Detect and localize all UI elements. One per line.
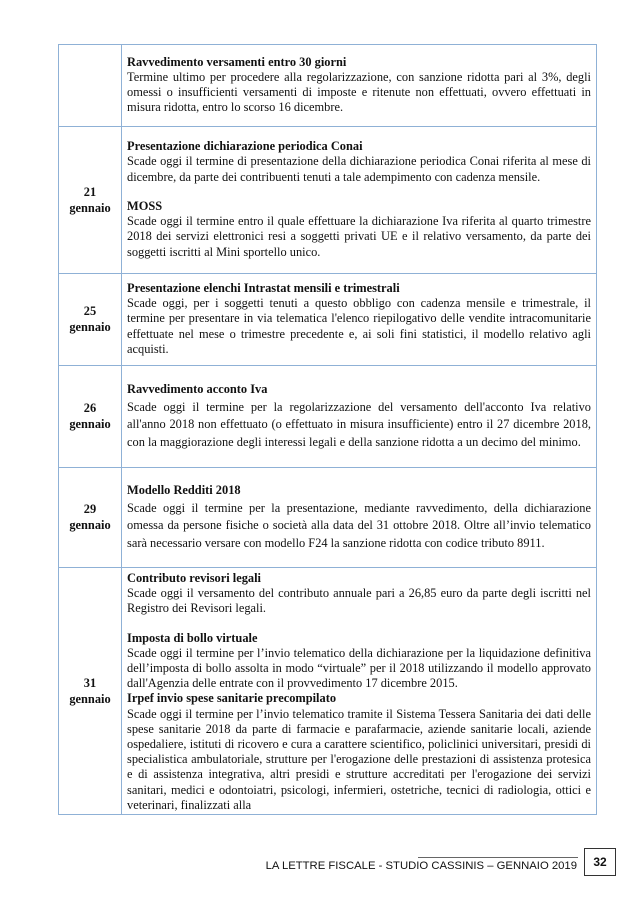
content-cell — [122, 127, 597, 274]
date-cell — [59, 127, 122, 274]
deadline-row — [59, 127, 597, 274]
item-body: Scade oggi il termine entro il quale effettuare la dichiarazione Iva riferita al quarto trimestre 2018 dei servizi elettronici resi a soggetti privati UE e il relativo versamento, da parte dei soggetti iscritti al Mini sportello unico. — [127, 214, 591, 259]
item-title: Presentazione dichiarazione periodica Conai — [127, 139, 363, 154]
item-title: Irpef invio spese sanitarie precompilato — [127, 691, 337, 706]
page-number: 32 — [584, 848, 616, 876]
item-title: Presentazione elenchi Intrastat mensili e trimestrali — [127, 280, 400, 295]
deadlines-table — [58, 44, 597, 815]
item-body: Scade oggi il termine per l’invio telematico tramite il Sistema Tessera Sanitaria dei dati delle spese sanitarie 2018 da parte di farmacie e parafarmacie, aziende sanitarie locali, aziende ospedaliere, istituti di ricovero e cura a carattere scientifico, policlinici universitari, presidi di specialistica ambulatoriale, strutture per l'erogazione delle prestazioni di assistenza protesica e di assistenza integrativa, altri presidi e strutture accreditati per l'erogazione dei servizi sanitari, medici e odontoiatri, psicologi, infermieri, ostetriche, tecnici di radiologia, ottici e veterinari, finalizzati alla — [127, 706, 591, 812]
date-month: gennaio — [69, 320, 111, 334]
item-title: MOSS — [127, 198, 163, 213]
deadline-row — [59, 468, 597, 568]
date-day: 31 — [83, 675, 97, 690]
date-month: gennaio — [69, 417, 111, 431]
item-body: Scade oggi il termine per la regolarizzazione del versamento dell'acconto Iva relativo all'anno 2018 non effettuato (o effettuato in misura insufficiente) entro il 27 dicembre 2018, con la maggiorazione degli interessi legali e della sanzione ridotta a un decimo del minimo. — [127, 399, 591, 449]
item-title: Imposta di bollo virtuale — [127, 630, 258, 645]
deadline-row — [59, 45, 597, 127]
item-body: Scade oggi il termine per l’invio telematico della dichiarazione per la liquidazione definitiva dell’imposta di bollo assolta in modo “virtuale” per il 2018 utilizzando il modello approvato dall'Agenzia delle entrate con il provvedimento 17 dicembre 2015. — [127, 645, 591, 691]
date-cell — [59, 468, 122, 568]
deadline-row — [59, 568, 597, 815]
date-cell — [59, 45, 122, 127]
date-cell — [59, 366, 122, 468]
date-day: 21 — [83, 184, 97, 199]
item-body: Scade oggi il versamento del contributo annuale pari a 26,85 euro da parte degli iscritti nel Registro dei Revisori legali. — [127, 586, 591, 616]
deadline-row — [59, 366, 597, 468]
date-month: gennaio — [69, 518, 111, 532]
date-month: gennaio — [69, 691, 111, 706]
date-day: 29 — [83, 502, 97, 516]
item-spacer — [127, 185, 591, 199]
page-footer — [0, 848, 639, 878]
date-day: 26 — [83, 401, 97, 415]
footer-text: LA LETTRE FISCALE - STUDIO CASSINIS – GENNAIO 2019 — [265, 860, 577, 872]
deadline-row — [59, 274, 597, 366]
date-month: gennaio — [69, 200, 111, 215]
content-cell — [122, 45, 597, 127]
content-cell — [122, 366, 597, 468]
item-body: Scade oggi il termine per la presentazione, mediante ravvedimento, della dichiarazione omessa da persone fisiche o società alla data del 31 ottobre 2018. Oltre all’invio telematico sarà necessario versare con modello F24 la sanzione ridotta con codice tributo 8911. — [127, 500, 591, 550]
content-cell — [122, 274, 597, 366]
item-spacer — [127, 617, 591, 631]
content-cell — [122, 468, 597, 568]
item-title: Ravvedimento acconto Iva — [127, 382, 268, 396]
item-body: Termine ultimo per procedere alla regolarizzazione, con sanzione ridotta pari al 3%, degli omessi o insufficienti versamenti di imposte e ritenute non effettuati, ovvero effettuati in misura ridotta, entro lo scorso 16 dicembre. — [127, 69, 591, 115]
item-body: Scade oggi il termine di presentazione della dichiarazione periodica Conai riferita al mese di dicembre, da parte dei contribuenti tenuti a tale adempimento con cadenza mensile. — [127, 154, 591, 184]
item-title: Ravvedimento versamenti entro 30 giorni — [127, 54, 347, 69]
date-cell — [59, 568, 122, 815]
item-body: Scade oggi, per i soggetti tenuti a questo obbligo con cadenza mensile e trimestrale, il termine per presentare in via telematica l'elenco riepilogativo delle vendite intracomunitarie effettuate nel mese o trimestre precedente e, ai soli fini statistici, il modello relativo agli acquisti. — [127, 296, 591, 356]
date-cell — [59, 274, 122, 366]
date-day: 25 — [83, 304, 97, 318]
deadlines-table-body — [59, 45, 597, 815]
footer-divider — [418, 857, 578, 858]
item-title: Modello Redditi 2018 — [127, 483, 241, 497]
item-title: Contributo revisori legali — [127, 571, 261, 585]
content-cell — [122, 568, 597, 815]
